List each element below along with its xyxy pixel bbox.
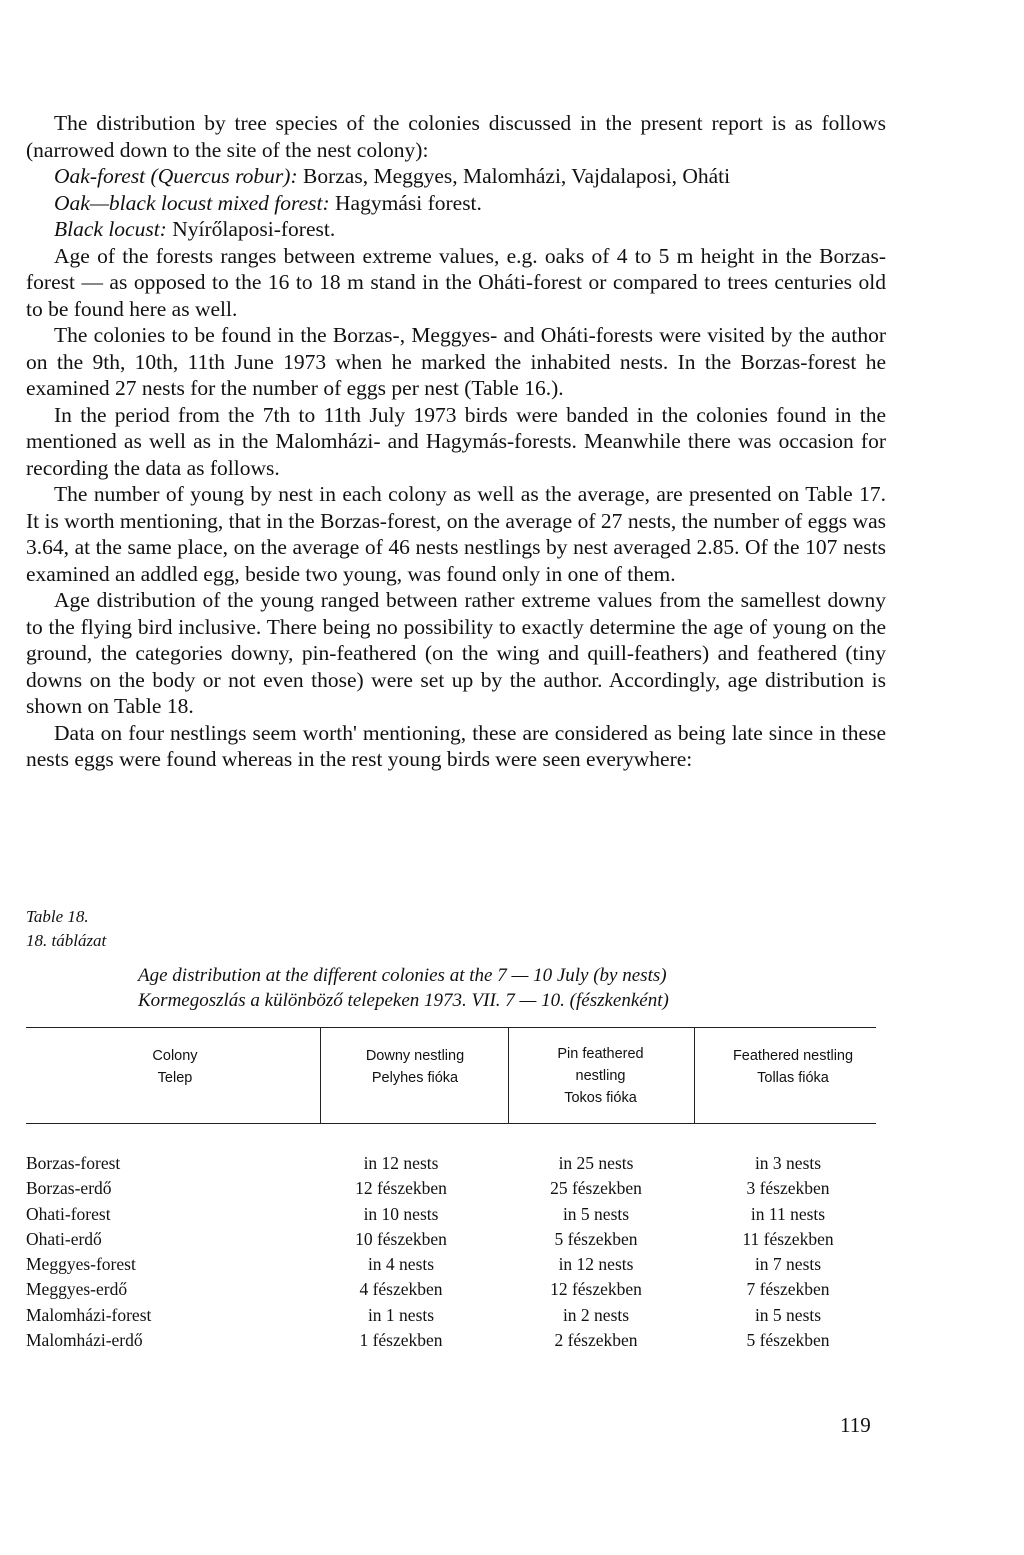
table-cell: in 2 nests <box>562 1304 630 1325</box>
table-cell: in 4 nests <box>367 1254 435 1275</box>
table-cell: Meggyes-forest <box>26 1254 136 1275</box>
table-cell: in 3 nests <box>754 1153 822 1173</box>
paragraph-2: Age of the forests ranges between extreme values, e.g. oaks of 4 to 5 m height in the Borzas-forest — as opposed to the 16 to 18 m stand in the Oháti-forest or compared to trees centuries old to be found here as well. <box>26 243 886 321</box>
table-cell: 10 fészekben <box>355 1228 447 1249</box>
table-cell: in 12 nests <box>363 1153 439 1173</box>
table-title-hu: Kormegoszlás a különböző telepeken 1973. VII. 7 — 10. (fészkenként) <box>138 990 669 1011</box>
table-column-divider <box>320 1028 321 1123</box>
paragraph-3: The colonies to be found in the Borzas-, Meggyes- and Oháti-forests were visited by the author on the 9th, 10th, 11th June 1973 when he marked the inhabited nests. In the Borzas-forest he examined 27 nests for the number of eggs per nest (Table 16.). <box>26 323 886 400</box>
paragraph-6: Age distribution of the young ranged between rather extreme values from the samellest downy to the flying bird inclusive. There being no possibility to exactly determine the age of young on the ground, the categories downy, pin-feathered (on the wing and quill-feathers) and feathered (tiny downs on the body or not even those) were set up by the author. Accordingly, age distribution is shown on Table 18. <box>26 588 886 718</box>
table-cell: 2 fészekben <box>554 1330 638 1351</box>
table-row <box>26 1227 886 1252</box>
table-cell: 1 fészekben <box>359 1330 443 1351</box>
header-pin-feathered <box>533 1043 668 1109</box>
table-row <box>26 1202 886 1227</box>
header-feathered-hu: Tollas fióka <box>757 1070 829 1086</box>
species-locust-label: Black locust: <box>54 217 167 241</box>
species-oak-text: Borzas, Meggyes, Malomházi, Vajdalaposi, Oháti <box>297 164 731 188</box>
table-top-rule <box>26 1027 876 1028</box>
paragraph-5: The number of young by nest in each colony as well as the average, are presented on Table 17. It is worth mentioning, that in the Borzas-forest, on the average of 27 nests, the number of eggs was 3.64, at the same place, on the average of 46 nests nestlings by nest averaged 2.85. Of the 107 nests examined an addled egg, beside two young, was found only in one of them. <box>26 482 886 586</box>
header-pin-feathered-hu: Tokos fióka <box>564 1090 637 1106</box>
table-row <box>26 1151 886 1176</box>
paragraph-7: Data on four nestlings seem worth' mentioning, these are considered as being late since in these nests eggs were found whereas in the rest young birds were seen everywhere: <box>26 720 886 771</box>
table-cell: in 25 nests <box>558 1153 634 1173</box>
species-locust-line <box>26 216 886 243</box>
table-cell: in 11 nests <box>750 1203 826 1224</box>
body-text <box>26 110 886 773</box>
table-row <box>26 1303 886 1328</box>
table-cell: in 10 nests <box>363 1203 439 1224</box>
table-cell: Borzas-forest <box>26 1153 121 1173</box>
table-title-en: Age distribution at the different colonies at the 7 — 10 July (by nests) <box>138 965 667 986</box>
table-cell: 7 fészekben <box>746 1279 830 1300</box>
table-cell: Ohati-forest <box>26 1203 111 1224</box>
table-row <box>26 1328 886 1353</box>
table-row <box>26 1176 886 1201</box>
table-cell: 5 fészekben <box>746 1330 830 1351</box>
table-cell: in 5 nests <box>562 1203 630 1224</box>
table-column-divider <box>508 1028 509 1123</box>
header-colony <box>110 1045 240 1089</box>
table-cell: 3 fészekben <box>746 1178 830 1199</box>
table-column-divider <box>694 1028 695 1123</box>
table-cell: in 1 nests <box>367 1304 435 1325</box>
species-oak-line <box>26 163 886 190</box>
header-downy-en: Downy nestling <box>365 1048 465 1064</box>
table-cell: 11 fészekben <box>742 1228 834 1249</box>
header-feathered <box>708 1045 878 1089</box>
species-mixed-label: Oak—black locust mixed forest: <box>54 190 330 215</box>
table-label-en: Table 18. <box>26 907 89 926</box>
header-colony-en: Colony <box>152 1048 198 1064</box>
table-cell: 4 fészekben <box>359 1279 443 1300</box>
species-locust-text: Nyírőlaposi-forest. <box>166 217 336 241</box>
table-caption <box>26 905 106 953</box>
table-cell: Borzas-erdő <box>26 1178 112 1199</box>
table-cell: 5 fészekben <box>554 1228 638 1249</box>
paragraph-4: In the period from the 7th to 11th July 1973 birds were banded in the colonies found in the mentioned as well as in the Malomházi- and Hagymás-forests. Meanwhile there was occasion for recording the data as follows. <box>26 402 886 480</box>
table-title <box>138 963 898 1013</box>
table-cell: Malomházi-forest <box>26 1304 152 1325</box>
table-label-hu: 18. táblázat <box>26 931 107 950</box>
table-cell: 12 fészekben <box>355 1178 447 1199</box>
species-oak-label: Oak-forest (Quercus robur): <box>54 164 298 188</box>
species-mixed-line <box>26 190 886 217</box>
header-feathered-en: Feathered nestling <box>732 1048 854 1064</box>
header-downy-hu: Pelyhes fióka <box>371 1070 459 1086</box>
header-downy <box>335 1045 495 1089</box>
header-colony-hu: Telep <box>157 1070 193 1086</box>
table-cell: in 5 nests <box>754 1304 822 1325</box>
table-cell: in 12 nests <box>558 1254 634 1275</box>
table-body <box>26 1151 886 1353</box>
table-header-rule <box>26 1123 876 1124</box>
header-pin-feathered-en: Pin feathered nestling <box>557 1046 644 1084</box>
table-row <box>26 1277 886 1302</box>
table-cell: 25 fészekben <box>550 1178 642 1199</box>
table-cell: in 7 nests <box>754 1254 822 1275</box>
page-number: 119 <box>840 1413 871 1437</box>
table-cell: Ohati-erdő <box>26 1228 102 1249</box>
species-mixed-text: Hagymási forest. <box>329 190 482 215</box>
table-cell: 12 fészekben <box>550 1279 642 1300</box>
paragraph-1: The distribution by tree species of the colonies discussed in the present report is as follows (narrowed down to the site of the nest colony): <box>26 111 886 162</box>
table-cell: Malomházi-erdő <box>26 1330 143 1351</box>
table-row <box>26 1252 886 1277</box>
table-cell: Meggyes-erdő <box>26 1279 128 1300</box>
